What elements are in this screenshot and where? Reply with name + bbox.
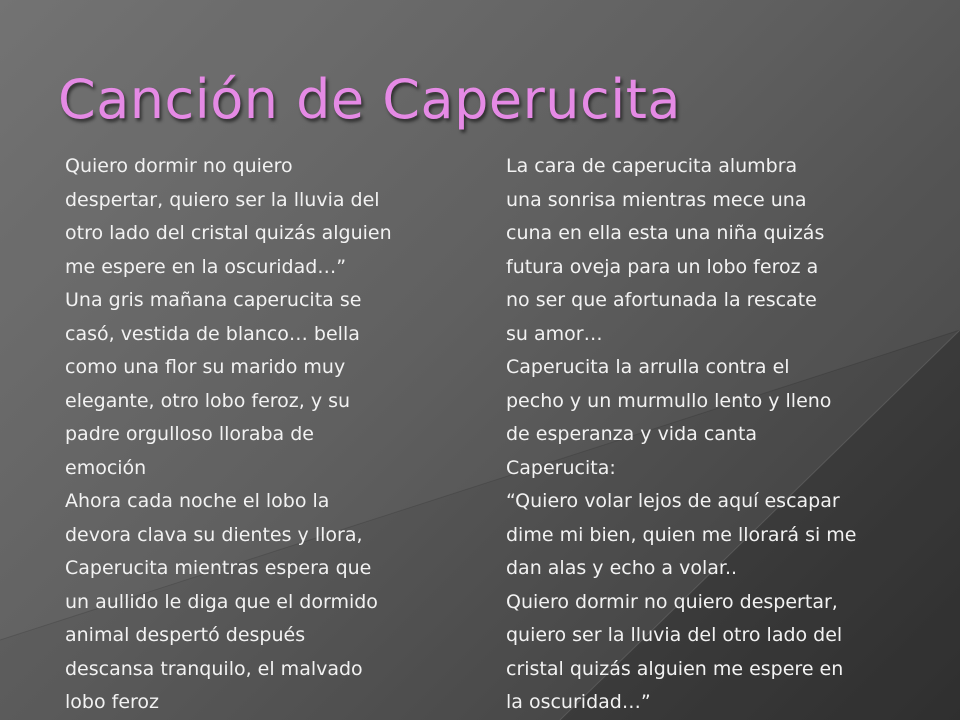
text-line: un aullido le diga que el dormido <box>65 590 378 613</box>
text-line: Caperucita mientras espera que <box>65 557 372 579</box>
text-line: una sonrisa mientras mece una <box>506 188 807 211</box>
text-line: devora clava su dientes y llora, <box>65 523 363 546</box>
text-line: dan alas y echo a volar.. <box>506 557 738 579</box>
text-line: Caperucita la arrulla contra el <box>506 356 790 378</box>
text-line: lobo feroz <box>65 691 159 713</box>
left-text-column <box>65 150 465 720</box>
text-line: futura oveja para un lobo feroz a <box>506 255 819 278</box>
text-line: de esperanza y vida canta <box>506 423 758 445</box>
text-line: La cara de caperucita alumbra <box>506 155 798 177</box>
text-line: Quiero dormir no quiero despertar, <box>506 590 838 613</box>
text-line: como una flor su marido muy <box>65 356 346 378</box>
right-text-column <box>506 150 926 720</box>
text-line: despertar, quiero ser la lluvia del <box>65 188 380 211</box>
text-line: casó, vestida de blanco… bella <box>65 322 360 345</box>
text-line: cristal quizás alguien me espere en <box>506 657 844 680</box>
text-line: Una gris mañana caperucita se <box>65 289 362 311</box>
text-line: Caperucita: <box>506 456 616 479</box>
text-line: dime mi bien, quien me llorará si me <box>506 523 857 546</box>
text-line: no ser que afortunada la rescate <box>506 289 817 311</box>
text-line: su amor… <box>506 322 603 345</box>
text-line: emoción <box>65 456 147 479</box>
text-line: me espere en la oscuridad…” <box>65 255 347 278</box>
text-line: quiero ser la lluvia del otro lado del <box>506 624 843 646</box>
text-line: otro lado del cristal quizás alguien <box>65 222 392 244</box>
text-line: descansa tranquilo, el malvado <box>65 657 363 680</box>
text-line: Ahora cada noche el lobo la <box>65 490 330 512</box>
slide-title: Canción de Caperucita <box>58 68 681 131</box>
text-line: cuna en ella esta una niña quizás <box>506 222 825 244</box>
text-line: elegante, otro lobo feroz, y su <box>65 389 351 412</box>
text-line: la oscuridad…” <box>506 691 651 713</box>
text-line: animal despertó después <box>65 624 306 646</box>
text-line: “Quiero volar lejos de aquí escapar <box>506 490 840 512</box>
text-line: padre orgulloso lloraba de <box>65 423 314 445</box>
text-line: Quiero dormir no quiero <box>65 155 293 177</box>
text-line: pecho y un murmullo lento y lleno <box>506 389 832 412</box>
